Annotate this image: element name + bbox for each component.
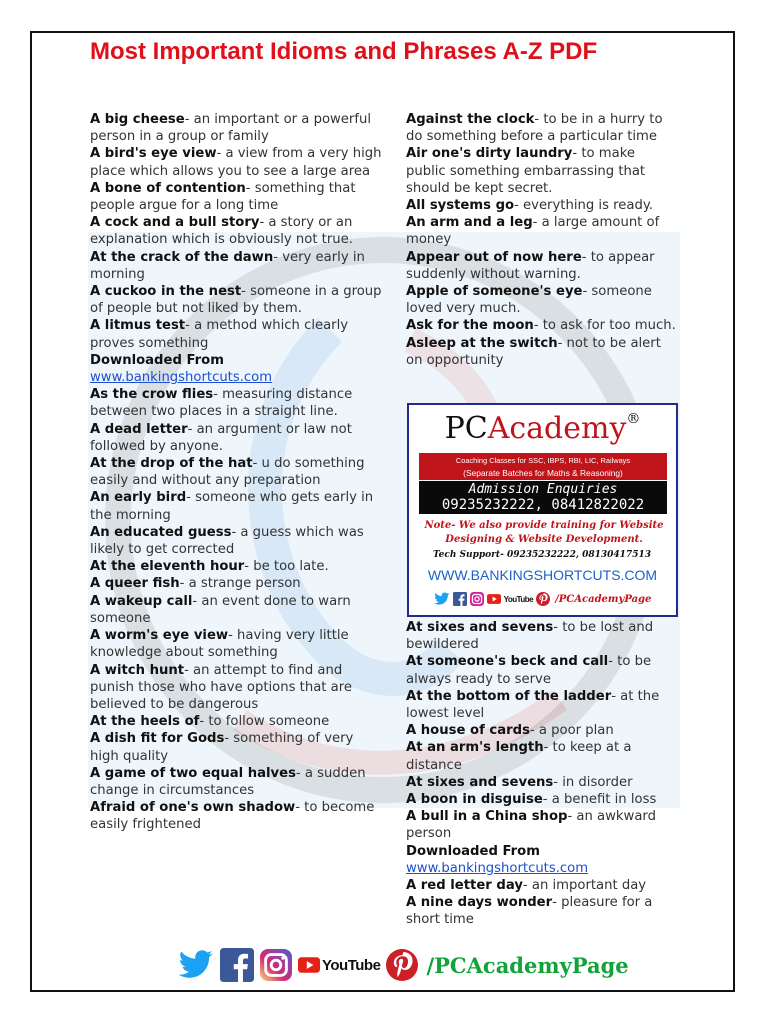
idiom-definition: - be too late. [244,559,329,575]
coaching-line: Coaching Classes for SSC, IBPS, RBI, LIC, Railways [455,456,631,465]
idiom-term: A witch hunt [90,662,185,678]
idiom-entry [90,421,382,455]
idiom-definition: - at the lowest level [406,688,660,722]
idiom-entry [90,214,382,248]
batches-line: (Separate Batches for Maths & Reasoning) [463,468,623,478]
idiom-term: A wakeup call [90,593,193,609]
idiom-entry [406,877,678,894]
idiom-definition: - a view from a very high place which allows you to see a large area [90,146,382,179]
idiom-definition: - a benefit in loss [542,792,657,808]
youtube-icon[interactable] [487,594,501,604]
idiom-term: An arm and a leg [406,215,533,231]
idiom-entry [90,575,382,592]
ad-note: Note- We also provide training for Website Designing & Website Development. [424,520,664,545]
idiom-term: Asleep at the switch [406,335,558,351]
youtube-label: YouTube [322,956,381,974]
idiom-entry [90,730,382,764]
idiom-definition: - to keep at a distance [406,740,632,773]
facebook-icon[interactable] [453,592,467,606]
idiom-definition: - to make public something embarrassing that should be kept secret. [406,146,646,196]
idiom-entry [90,799,382,833]
idiom-entry [406,145,678,197]
idiom-definition: - to appear suddenly without warning. [406,249,655,282]
idiom-term: A cock and a bull story [90,215,260,231]
brand-pc: PC [444,411,488,446]
admission-phones: 09235232222, 08412822022 [441,497,645,513]
ad-tech-support: Tech Support- 09235232222, 08130417513 [433,550,651,560]
idiom-term: At the drop of the hat [90,456,253,472]
idiom-definition: - to be lost and bewildered [406,620,654,653]
idiom-entry [406,739,678,773]
youtube-label: YouTube [503,594,534,604]
footer-social [178,946,629,984]
idiom-term: Apple of someone's eye [406,284,583,300]
ad-website[interactable]: WWW.BANKINGSHORTCUTS.COM [427,567,658,583]
idiom-entry [90,180,382,214]
idiom-term: As the crow flies [90,387,214,403]
idiom-definition: - a method which clearly proves something [90,318,349,351]
twitter-icon[interactable] [178,950,214,980]
idiom-entry [90,593,382,627]
idiom-definition: - an important day [522,878,647,894]
idiom-term: At the heels of [90,714,200,730]
idiom-entry [90,317,382,351]
idiom-term: A nine days wonder [406,895,553,911]
idiom-term: A worm's eye view [90,628,229,644]
idiom-term: A bird's eye view [90,146,217,162]
idiom-term: A dead letter [90,421,188,437]
facebook-icon[interactable] [220,948,254,982]
idiom-entry [406,688,678,722]
idiom-definition: - a story or an explanation which is obviously not true. [90,215,353,248]
idiom-term: At someone's beck and call [406,654,609,670]
idiom-term: Afraid of one's own shadow [90,800,296,816]
left-column [90,111,382,834]
idiom-term: At the bottom of the ladder [406,688,612,704]
idiom-entry [406,619,678,653]
idiom-entry [406,197,678,214]
ad-coaching-banner [419,453,667,480]
idiom-definition: - a poor plan [529,723,614,739]
idiom-definition: - having very little knowledge about something [90,628,349,661]
ad-admission-banner [419,481,667,514]
idiom-entry [406,111,678,145]
ad-social-row [409,589,676,609]
idiom-term: A boon in disguise [406,792,543,808]
idiom-entry [406,722,678,739]
right-column-upper [406,111,678,369]
idiom-term: A cuckoo in the nest [90,284,242,300]
idiom-entry [90,283,382,317]
right-column-lower [406,619,678,929]
idiom-term: A game of two equal halves [90,765,296,781]
idiom-entry [90,765,382,799]
idiom-term: Air one's dirty laundry [406,146,573,162]
page-title: Most Important Idioms and Phrases A-Z PDF [90,38,598,65]
ad-brand [409,411,676,446]
idiom-entry [406,249,678,283]
pinterest-icon[interactable] [536,592,550,606]
idiom-entry [406,808,678,842]
idiom-term: At sixes and sevens [406,620,554,635]
idiom-term: Against the clock [406,112,535,127]
idiom-entry [406,894,678,928]
idiom-term: A red letter day [406,878,523,894]
instagram-icon[interactable] [260,949,292,981]
download-note [90,352,382,386]
idiom-entry [406,283,678,317]
idiom-definition: - to ask for too much. [533,318,676,334]
idiom-definition: - a strange person [179,576,301,592]
idiom-definition: - pleasure for a short time [406,895,653,928]
idiom-definition: - a guess which was likely to get corrected [90,524,364,558]
idiom-entry [90,249,382,283]
footer-handle[interactable]: /PCAcademyPage [426,952,629,978]
idiom-definition: - someone who gets early in the morning [90,490,374,523]
idiom-term: A house of cards [406,723,530,739]
idiom-definition: - an argument or law not followed by anyone. [90,421,352,454]
idiom-term: A big cheese [90,112,185,127]
idiom-definition: - u do something easily and without any preparation [90,456,365,489]
idiom-definition: - not to be alert on opportunity [406,335,661,368]
idiom-definition: - a large amount of money [406,215,660,248]
idiom-entry [90,524,382,558]
idiom-definition: - something of very high quality [90,731,354,764]
idiom-term: At the eleventh hour [90,559,245,575]
idiom-definition: - very early in morning [90,249,365,282]
idiom-term: An early bird [90,490,187,506]
idiom-definition: - someone loved very much. [406,284,652,317]
idiom-definition: - in disorder [553,774,633,790]
website-link-2[interactable]: www.bankingshortcuts.com [406,860,589,876]
idiom-term: A queer fish [90,576,180,592]
idiom-term: A dish fit for Gods [90,731,225,747]
idiom-term: A litmus test [90,318,186,334]
idiom-entry [90,558,382,575]
pinterest-icon[interactable] [386,949,418,981]
download-label: Downloaded From [90,352,224,368]
idiom-term: At the crack of the dawn [90,249,274,265]
idiom-definition: - an awkward person [406,809,656,842]
idiom-entry [90,145,382,179]
ad-handle[interactable]: /PCAcademyPage [555,593,652,605]
download-label-2: Downloaded From [406,843,540,859]
idiom-entry [406,653,678,687]
brand-academy: Academy [487,411,627,446]
idiom-definition: - a sudden change in circumstances [90,765,366,798]
idiom-entry [90,627,382,661]
idiom-entry [406,774,678,791]
admission-label: Admission Enquiries [468,482,618,497]
website-link[interactable]: www.bankingshortcuts.com [90,370,273,386]
idiom-definition: - to follow someone [199,714,330,730]
idiom-definition: - to become easily frightened [90,800,375,833]
idiom-entry [90,111,382,145]
instagram-icon[interactable] [470,592,484,606]
idiom-term: At an arm's length [406,740,544,756]
idiom-definition: - measuring distance between two places in a straight line. [90,387,353,420]
idiom-term: All systems go [406,198,515,214]
idiom-entry [406,791,678,808]
idiom-definition: - someone in a group of people but not liked by them. [90,284,382,317]
idiom-entry [90,386,382,420]
twitter-icon[interactable] [434,592,450,606]
idiom-definition: - to be in a hurry to do something before a particular time [406,112,663,145]
idiom-definition: - an attempt to find and punish those who have options that are believed to be dangerous [90,662,352,712]
idiom-term: An educated guess [90,524,232,540]
idiom-definition: - something that people argue for a long time [90,180,356,214]
idiom-term: At sixes and sevens [406,774,554,790]
idiom-definition: - an event done to warn someone [90,593,351,626]
idiom-entry [90,489,382,523]
idiom-term: A bone of contention [90,180,246,196]
idiom-definition: - an important or a powerful person in a group or family [90,112,371,145]
idiom-entry [90,662,382,714]
idiom-term: Ask for the moon [406,318,534,334]
idiom-entry [90,713,382,730]
idiom-entry [406,317,678,334]
idiom-entry [406,214,678,248]
idiom-term: A bull in a China shop [406,809,568,825]
youtube-icon[interactable] [298,957,320,973]
idiom-definition: - everything is ready. [514,198,653,214]
idiom-definition: - to be always ready to serve [406,654,652,687]
idiom-term: Appear out of now here [406,249,582,265]
download-note-2 [406,843,678,877]
pc-academy-ad [407,403,678,617]
registered-mark: ® [626,411,641,427]
idiom-entry [406,335,678,369]
idiom-entry [90,455,382,489]
